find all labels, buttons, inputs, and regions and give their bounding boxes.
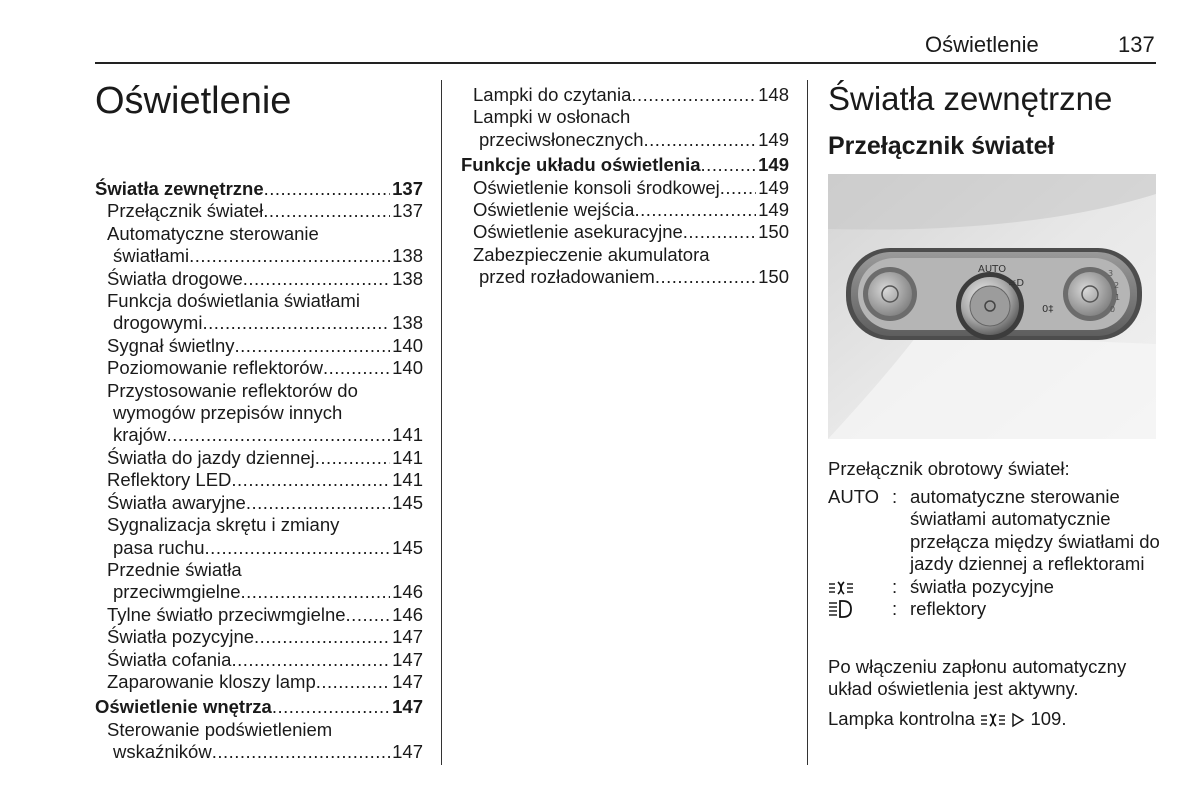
- toc-entry[interactable]: [95, 357, 423, 379]
- toc-entry-text: Lampki do czytania: [473, 84, 632, 105]
- toc-entry-text: wskaźników: [113, 741, 212, 763]
- toc-entry-text: Światła drogowe: [107, 267, 243, 289]
- toc-leader-dots: [272, 696, 390, 718]
- toc-entry-text: światłami: [113, 245, 190, 267]
- table-of-contents-col1: [95, 178, 423, 764]
- toc-entry-continuation[interactable]: [95, 402, 423, 424]
- toc-page-number: 149: [758, 128, 789, 150]
- toc-entry-text: Oświetlenie asekuracyjne: [473, 221, 683, 243]
- toc-entry-text: przeciwmgielne: [113, 581, 241, 603]
- toc-entry-text: Sygnał świetlny: [107, 334, 235, 356]
- section-heading: Światła zewnętrzne: [828, 80, 1113, 117]
- header-rule: [95, 62, 1156, 64]
- page-reference-arrow-icon: [1011, 712, 1025, 728]
- definition-headlights: [828, 598, 1160, 620]
- definition-auto: [828, 486, 1160, 576]
- toc-entry-text: Oświetlenie wnętrza: [95, 696, 272, 718]
- toc-entry-text: przed rozładowaniem: [479, 266, 655, 288]
- toc-leader-dots: [189, 245, 390, 267]
- toc-leader-dots: [315, 447, 390, 469]
- toc-entry[interactable]: [95, 514, 423, 536]
- toc-leader-dots: [655, 266, 756, 288]
- toc-page-number: 138: [392, 312, 423, 334]
- column-divider-right: [807, 80, 808, 765]
- toc-entry[interactable]: [461, 199, 789, 221]
- toc-leader-dots: [644, 129, 757, 151]
- toc-leader-dots: [205, 537, 391, 559]
- toc-leader-dots: [631, 84, 756, 106]
- toc-page-number: 140: [392, 357, 423, 379]
- toc-entry-continuation[interactable]: [461, 266, 789, 288]
- toc-entry[interactable]: [461, 106, 789, 128]
- toc-page-number: 141: [392, 446, 423, 468]
- toc-entry-text: krajów: [113, 424, 167, 446]
- toc-entry-text: Sterowanie podświetleniem: [107, 718, 333, 740]
- toc-page-number: 147: [392, 670, 423, 692]
- table-of-contents-col2: [461, 84, 789, 289]
- toc-entry-text: Sygnalizacja skrętu i zmiany: [107, 514, 340, 536]
- toc-page-number: 147: [392, 696, 423, 718]
- definition-term: AUTO: [828, 486, 880, 507]
- toc-leader-dots: [241, 581, 391, 603]
- toc-entry-continuation[interactable]: [461, 129, 789, 151]
- definition-colon: :: [892, 575, 898, 597]
- toc-page-number: 147: [392, 626, 423, 648]
- toc-entry-text: Przełącznik świateł: [107, 200, 264, 222]
- toc-leader-dots: [263, 200, 390, 222]
- definition-text: reflektory: [910, 598, 987, 620]
- toc-leader-dots: [246, 492, 390, 514]
- toc-entry-text: Światła zewnętrzne: [95, 178, 264, 199]
- toc-entry-text: Funkcje układu oświetlenia: [461, 154, 701, 176]
- column-divider-left: [441, 80, 442, 765]
- toc-entry-text: Poziomowanie reflektorów: [107, 357, 323, 379]
- toc-entry-text: wymogów przepisów innych: [113, 402, 343, 424]
- toc-page-number: 137: [392, 178, 423, 199]
- chapter-title: Oświetlenie: [95, 80, 292, 122]
- toc-entry-text: Przystosowanie reflektorów do: [107, 379, 358, 401]
- svg-text:1: 1: [1115, 293, 1121, 302]
- toc-page-number: 150: [758, 266, 789, 288]
- toc-entry[interactable]: [461, 84, 789, 106]
- toc-entry[interactable]: [95, 492, 423, 514]
- toc-entry-text: pasa ruchu: [113, 536, 205, 558]
- definition-parking-lights: [828, 576, 1160, 598]
- toc-page-number: 148: [758, 84, 789, 105]
- toc-entry[interactable]: [95, 719, 423, 741]
- toc-entry-continuation[interactable]: [95, 424, 423, 446]
- toc-leader-dots: [243, 268, 390, 290]
- svg-text:≋D: ≋D: [1008, 278, 1025, 289]
- toc-leader-dots: [720, 177, 756, 199]
- toc-leader-dots: [166, 424, 390, 446]
- toc-page-number: 140: [392, 334, 423, 356]
- toc-entry[interactable]: [95, 649, 423, 671]
- toc-entry-text: Funkcja doświetlania światłami: [107, 290, 360, 312]
- toc-entry-continuation[interactable]: [95, 537, 423, 559]
- toc-entry-text: Lampki w osłonach: [473, 106, 631, 128]
- definition-list: [828, 486, 1160, 620]
- toc-section-entry[interactable]: [95, 178, 423, 200]
- definition-text: automatyczne sterowanie światłami automatycznie przełącza między światłami do jazdy dziennej a reflektorami: [910, 486, 1160, 575]
- toc-leader-dots: [202, 312, 390, 334]
- toc-entry-text: Tylne światło przeciwmgielne: [107, 603, 346, 625]
- toc-leader-dots: [701, 154, 757, 176]
- toc-leader-dots: [264, 178, 391, 200]
- toc-entry[interactable]: [95, 626, 423, 648]
- toc-entry-text: Światła cofania: [107, 648, 232, 670]
- toc-entry-continuation[interactable]: [95, 312, 423, 334]
- toc-entry[interactable]: [461, 221, 789, 243]
- toc-entry-text: Światła do jazdy dziennej: [107, 446, 315, 468]
- toc-entry-text: Światła pozycyjne: [107, 626, 255, 648]
- photo-auto-label: AUTO: [978, 264, 1007, 275]
- toc-leader-dots: [212, 741, 390, 763]
- toc-leader-dots: [254, 626, 390, 648]
- toc-leader-dots: [231, 469, 390, 491]
- light-switch-photo: [828, 174, 1156, 439]
- toc-page-number: 147: [392, 648, 423, 670]
- toc-entry[interactable]: [95, 604, 423, 626]
- headlights-icon: [828, 600, 852, 618]
- toc-entry[interactable]: [95, 200, 423, 222]
- svg-text:0: 0: [1110, 305, 1116, 314]
- toc-entry[interactable]: [95, 223, 423, 245]
- toc-entry-text: Oświetlenie konsoli środkowej: [473, 176, 720, 198]
- toc-leader-dots: [235, 335, 391, 357]
- toc-entry-text: Zaparowanie kloszy lamp: [107, 670, 316, 692]
- toc-section-entry[interactable]: [95, 696, 423, 718]
- svg-text:0‡: 0‡: [1042, 304, 1054, 315]
- toc-page-number: 137: [392, 200, 423, 222]
- toc-page-number: 150: [758, 221, 789, 243]
- toc-entry-text: Zabezpieczenie akumulatora: [473, 243, 710, 265]
- toc-page-number: 149: [758, 199, 789, 221]
- toc-entry-continuation[interactable]: [95, 581, 423, 603]
- toc-entry[interactable]: [95, 380, 423, 402]
- toc-page-number: 147: [392, 741, 423, 763]
- intro-text: Przełącznik obrotowy świateł:: [828, 458, 1070, 479]
- definition-text: światła pozycyjne: [910, 575, 1054, 597]
- toc-entry-continuation[interactable]: [95, 245, 423, 267]
- toc-leader-dots: [323, 357, 390, 379]
- toc-entry-text: Automatyczne sterowanie: [107, 222, 319, 244]
- toc-entry[interactable]: [95, 268, 423, 290]
- toc-entry[interactable]: [95, 671, 423, 693]
- definition-colon: :: [892, 486, 898, 507]
- page-number: 137: [1118, 32, 1155, 57]
- toc-page-number: 145: [392, 536, 423, 558]
- toc-entry[interactable]: [95, 447, 423, 469]
- toc-entry-text: Przednie światła: [107, 558, 242, 580]
- toc-page-number: 146: [392, 581, 423, 603]
- toc-entry-text: Światła awaryjne: [107, 491, 246, 513]
- paragraph-auto-active: Po włączeniu zapłonu automatyczny układ oświetlenia jest aktywny.: [828, 656, 1127, 700]
- indicator-text: Lampka kontrolna: [828, 708, 976, 729]
- indicator-page-ref[interactable]: 109.: [1030, 708, 1067, 729]
- toc-leader-dots: [683, 221, 756, 243]
- svg-text:3: 3: [1108, 269, 1114, 278]
- toc-entry[interactable]: [461, 244, 789, 266]
- toc-leader-dots: [346, 604, 391, 626]
- toc-leader-dots: [316, 671, 390, 693]
- svg-text:2: 2: [1114, 281, 1120, 290]
- toc-entry[interactable]: [95, 290, 423, 312]
- toc-entry[interactable]: [95, 469, 423, 491]
- toc-page-number: 146: [392, 603, 423, 625]
- toc-page-number: 141: [392, 424, 423, 446]
- paragraph-indicator: [828, 708, 1158, 730]
- toc-entry[interactable]: [95, 335, 423, 357]
- parking-lights-icon: [828, 580, 854, 596]
- toc-leader-dots: [231, 649, 390, 671]
- toc-page-number: 138: [392, 267, 423, 289]
- toc-entry-text: Reflektory LED: [107, 469, 232, 491]
- parking-lights-icon: [980, 712, 1006, 728]
- subsection-heading: Przełącznik świateł: [828, 132, 1055, 160]
- toc-entry-text: Oświetlenie wejścia: [473, 199, 635, 221]
- toc-entry[interactable]: [461, 177, 789, 199]
- toc-entry[interactable]: [95, 559, 423, 581]
- toc-page-number: 138: [392, 245, 423, 267]
- toc-entry-continuation[interactable]: [95, 741, 423, 763]
- toc-leader-dots: [634, 199, 756, 221]
- toc-page-number: 149: [758, 176, 789, 198]
- toc-page-number: 149: [758, 154, 789, 176]
- toc-entry-text: drogowymi: [113, 312, 203, 334]
- toc-page-number: 141: [392, 469, 423, 491]
- toc-entry-text: przeciwsłonecznych: [479, 128, 644, 150]
- running-header-title: Oświetlenie: [925, 32, 1039, 57]
- toc-section-entry[interactable]: [461, 154, 789, 176]
- definition-colon: :: [892, 598, 898, 620]
- toc-page-number: 145: [392, 491, 423, 513]
